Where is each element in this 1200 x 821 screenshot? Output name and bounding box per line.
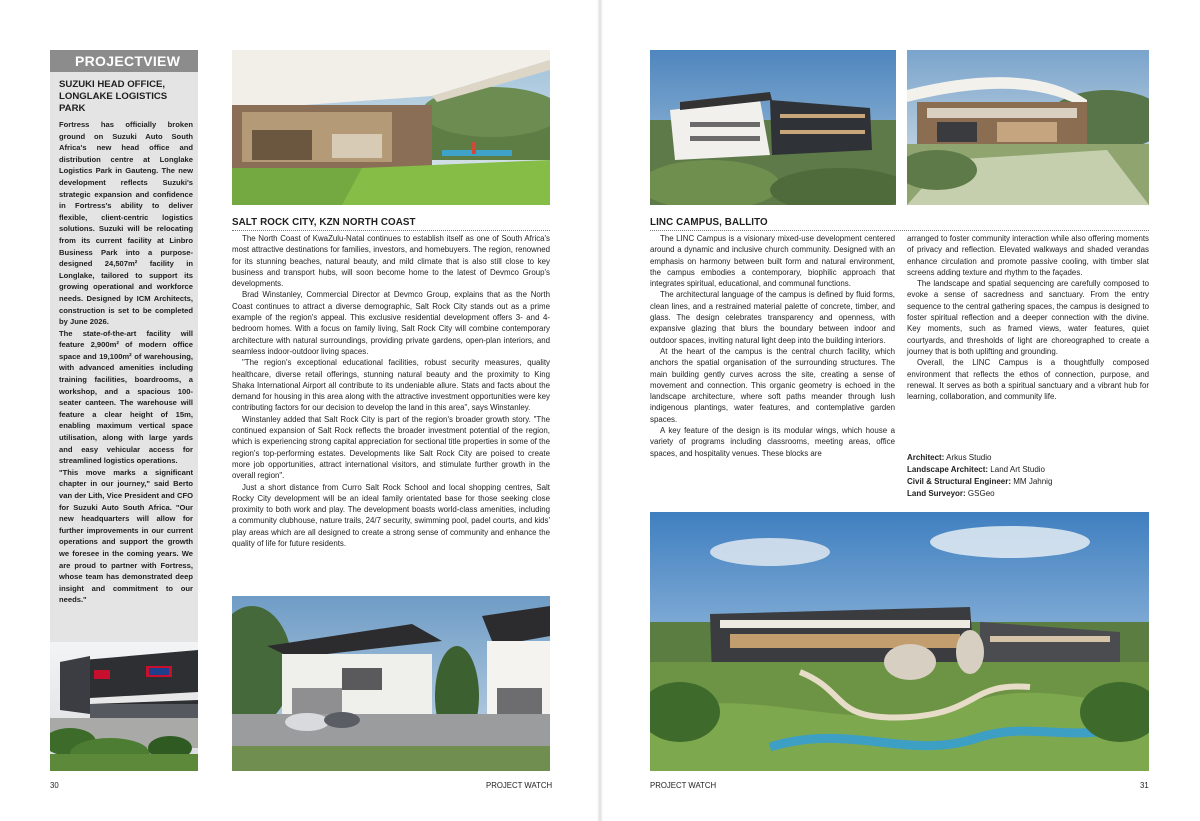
credit-line [907, 488, 1149, 500]
article-paragraph: Just a short distance from Curro Salt Rock School and local shopping centres, Salt Rocky City development will be an ideal family orientated base for those seeking close proximity to both work and play. The development boasts world-class amenities, including a community clubhouse, nature trails, 24/7 security, swimming pool, padel courts, and kids' play areas which are all designed to create a strong sense of community and enhance the quality of life for future residents. [232, 482, 550, 549]
project-credits [907, 452, 1149, 500]
left-footer-brand: PROJECT WATCH [486, 781, 553, 790]
linc-article-column-2 [907, 233, 1149, 402]
linc-campus-landscape-photo [650, 512, 1149, 771]
linc-campus-title: LINC CAMPUS, BALLITO [650, 217, 1149, 231]
projectview-sidebar [50, 50, 198, 771]
credit-name: MM Jahnig [1013, 477, 1053, 486]
article-paragraph: The LINC Campus is a visionary mixed-use development centered around a dynamic and inclusive church community. Designed with an emphasis on harmony between built form and natural environment, the campus embodies a contemporary, biophilic approach that integrates spiritual, educational, and communal functions. [650, 234, 895, 289]
linc-article-column-1 [650, 233, 895, 459]
sidebar-paragraph: The state-of-the-art facility will feature 2,900m² of modern office space and 19,100m² of warehousing, with advanced amenities including training facilities, boardrooms, a workshop, and a spacious 100-seater canteen. The warehouse will feature a clear height of 15m, enabling maximum vertical space utilisation, along with large yards and easy vehicular access for streamlined logistics operations. [59, 328, 193, 466]
article-paragraph: Winstanley added that Salt Rock City is part of the region's broader growth story. "The continued expansion of Salt Rock reflects the broader investment potential of the region, which is experiencing strong capital appreciation for sectional title properties in some of the region's top-performing estates. Developments like Salt Rock City are poised to create more job opportunities, attract international visitors, and stimulate further growth in the overall region". [232, 414, 550, 481]
sidebar-title: SUZUKI HEAD OFFICE, LONGLAKE LOGISTICS PARK [59, 79, 168, 114]
sidebar-header: PROJECTVIEW [50, 50, 198, 72]
sidebar-paragraph: "This move marks a significant chapter in our journey," said Berto van der Lith, Vice President and CFO for Suzuki Auto South Africa. "Our new headquarters will allow for further improvements in our current operations and support the growth we foresee in the coming years. We are proud to partner with Fortress, whose team has demonstrated deep insight and commitment to our needs." [59, 467, 193, 605]
sidebar-paragraph: Fortress has officially broken ground on Suzuki Auto South Africa's new head office and distribution centre at Longlake Logistics Park in Gauteng. The new development reflects Suzuki's strategic expansion and confidence in Fortress's ability to deliver flexible, client-centric logistics solutions. Suzuki will be relocating from its current facility at Linbro Business Park into a purpose-designed 24,507m² facility in Longlake, tailored to support its growing operational and workforce needs. Designed by ICM Architects, construction is set to be completed by June 2026. [59, 120, 193, 327]
article-paragraph: The architectural language of the campus is defined by fluid forms, clean lines, and a restrained material palette of concrete, timber, and glass. The design celebrates transparency and openness, with expansive glazing that blurs the boundary between indoor and outdoor spaces, inviting natural light deep into the building interiors. [650, 290, 895, 345]
salt-rock-houses-photo [232, 596, 550, 771]
credit-role: Landscape Architect: [907, 465, 989, 474]
right-page-number: 31 [1140, 781, 1149, 790]
left-page-number: 30 [50, 781, 59, 790]
article-paragraph: Overall, the LINC Campus is a thoughtfully composed environment that reflects the ethos of connection, purpose, and renewal. It serves as both a spiritual sanctuary and a vibrant hub for learning, collaboration, and community life. [907, 358, 1149, 402]
linc-campus-curved-building-photo [907, 50, 1149, 205]
credit-role: Civil & Structural Engineer: [907, 477, 1012, 486]
credit-name: Arkus Studio [946, 453, 992, 462]
salt-rock-title: SALT ROCK CITY, KZN NORTH COAST [232, 217, 550, 231]
article-paragraph: The landscape and spatial sequencing are carefully composed to evoke a sense of sacredness and sanctuary. From the entry sequence to the central gathering spaces, the campus is designed to foster spiritual reflection and a deeper connection with the divine. Key moments, such as framed views, water features, quiet courtyards, and thresholds of light are choreographed to create a journey that is both uplifting and grounding. [907, 279, 1149, 356]
credit-line [907, 452, 1149, 464]
salt-rock-article [232, 233, 550, 549]
article-paragraph: "The region's exceptional educational facilities, robust security measures, quality healthcare, diverse retail offerings, stunning natural beauty and the proximity to King Shaka International Airport all contribute to its undeniable allure. Stats and facts about the demand for housing in this area along with the attractive investment opportunities were key contributing factors for our decision to develop the land in this area", says Winstanley. [232, 358, 550, 413]
article-paragraph: At the heart of the campus is the central church facility, which anchors the spatial organisation of the surrounding structures. The main building gently curves across the site, creating a sense of movement and connection. This organic geometry is echoed in the landscape architecture, where soft paths meander through lush indigenous plantings, water features, and contemplative garden spaces. [650, 346, 895, 424]
credit-name: Land Art Studio [990, 465, 1046, 474]
article-paragraph: arranged to foster community interaction while also offering moments of privacy and reflection. Elevated walkways and shaded verandas enhance circulation and promote passive cooling, with timber slat screens adding texture and rhythm to the façades. [907, 234, 1149, 277]
page-gutter [597, 0, 603, 821]
credit-role: Land Surveyor: [907, 489, 966, 498]
article-paragraph: A key feature of the design is its modular wings, which house a variety of programs including classrooms, meeting areas, office spaces, and hospitality venues. These blocks are [650, 426, 895, 458]
right-footer-brand: PROJECT WATCH [650, 781, 717, 790]
credit-name: GSGeo [967, 489, 995, 498]
credit-line [907, 464, 1149, 476]
linc-campus-aerial-photo [650, 50, 896, 205]
credit-line [907, 476, 1149, 488]
article-paragraph: The North Coast of KwaZulu-Natal continues to establish itself as one of South Africa's most attractive destinations for families, investors, and homebuyers. The region, renowned for its stunning beaches, natural beauty, and mild climate that is also still close to key business and transport hubs, will soon become home to the latest of Devmco Group's developments. [232, 234, 550, 289]
article-paragraph: Brad Winstanley, Commercial Director at Devmco Group, explains that as the North Coast continues to attract a diverse demographic, Salt Rock City stands out as a prime example of the region's appeal. This exclusive residential development offers 3- and 4-bedroom homes. With a focus on family living, Salt Rock City will combine contemporary architecture with natural surroundings, providing private gardens, open-plan interiors, and seamless indoor-outdoor living spaces. [232, 290, 550, 356]
suzuki-building-photo [50, 642, 198, 771]
salt-rock-pavilion-photo [232, 50, 550, 205]
credit-role: Architect: [907, 453, 945, 462]
sidebar-body [50, 119, 198, 606]
